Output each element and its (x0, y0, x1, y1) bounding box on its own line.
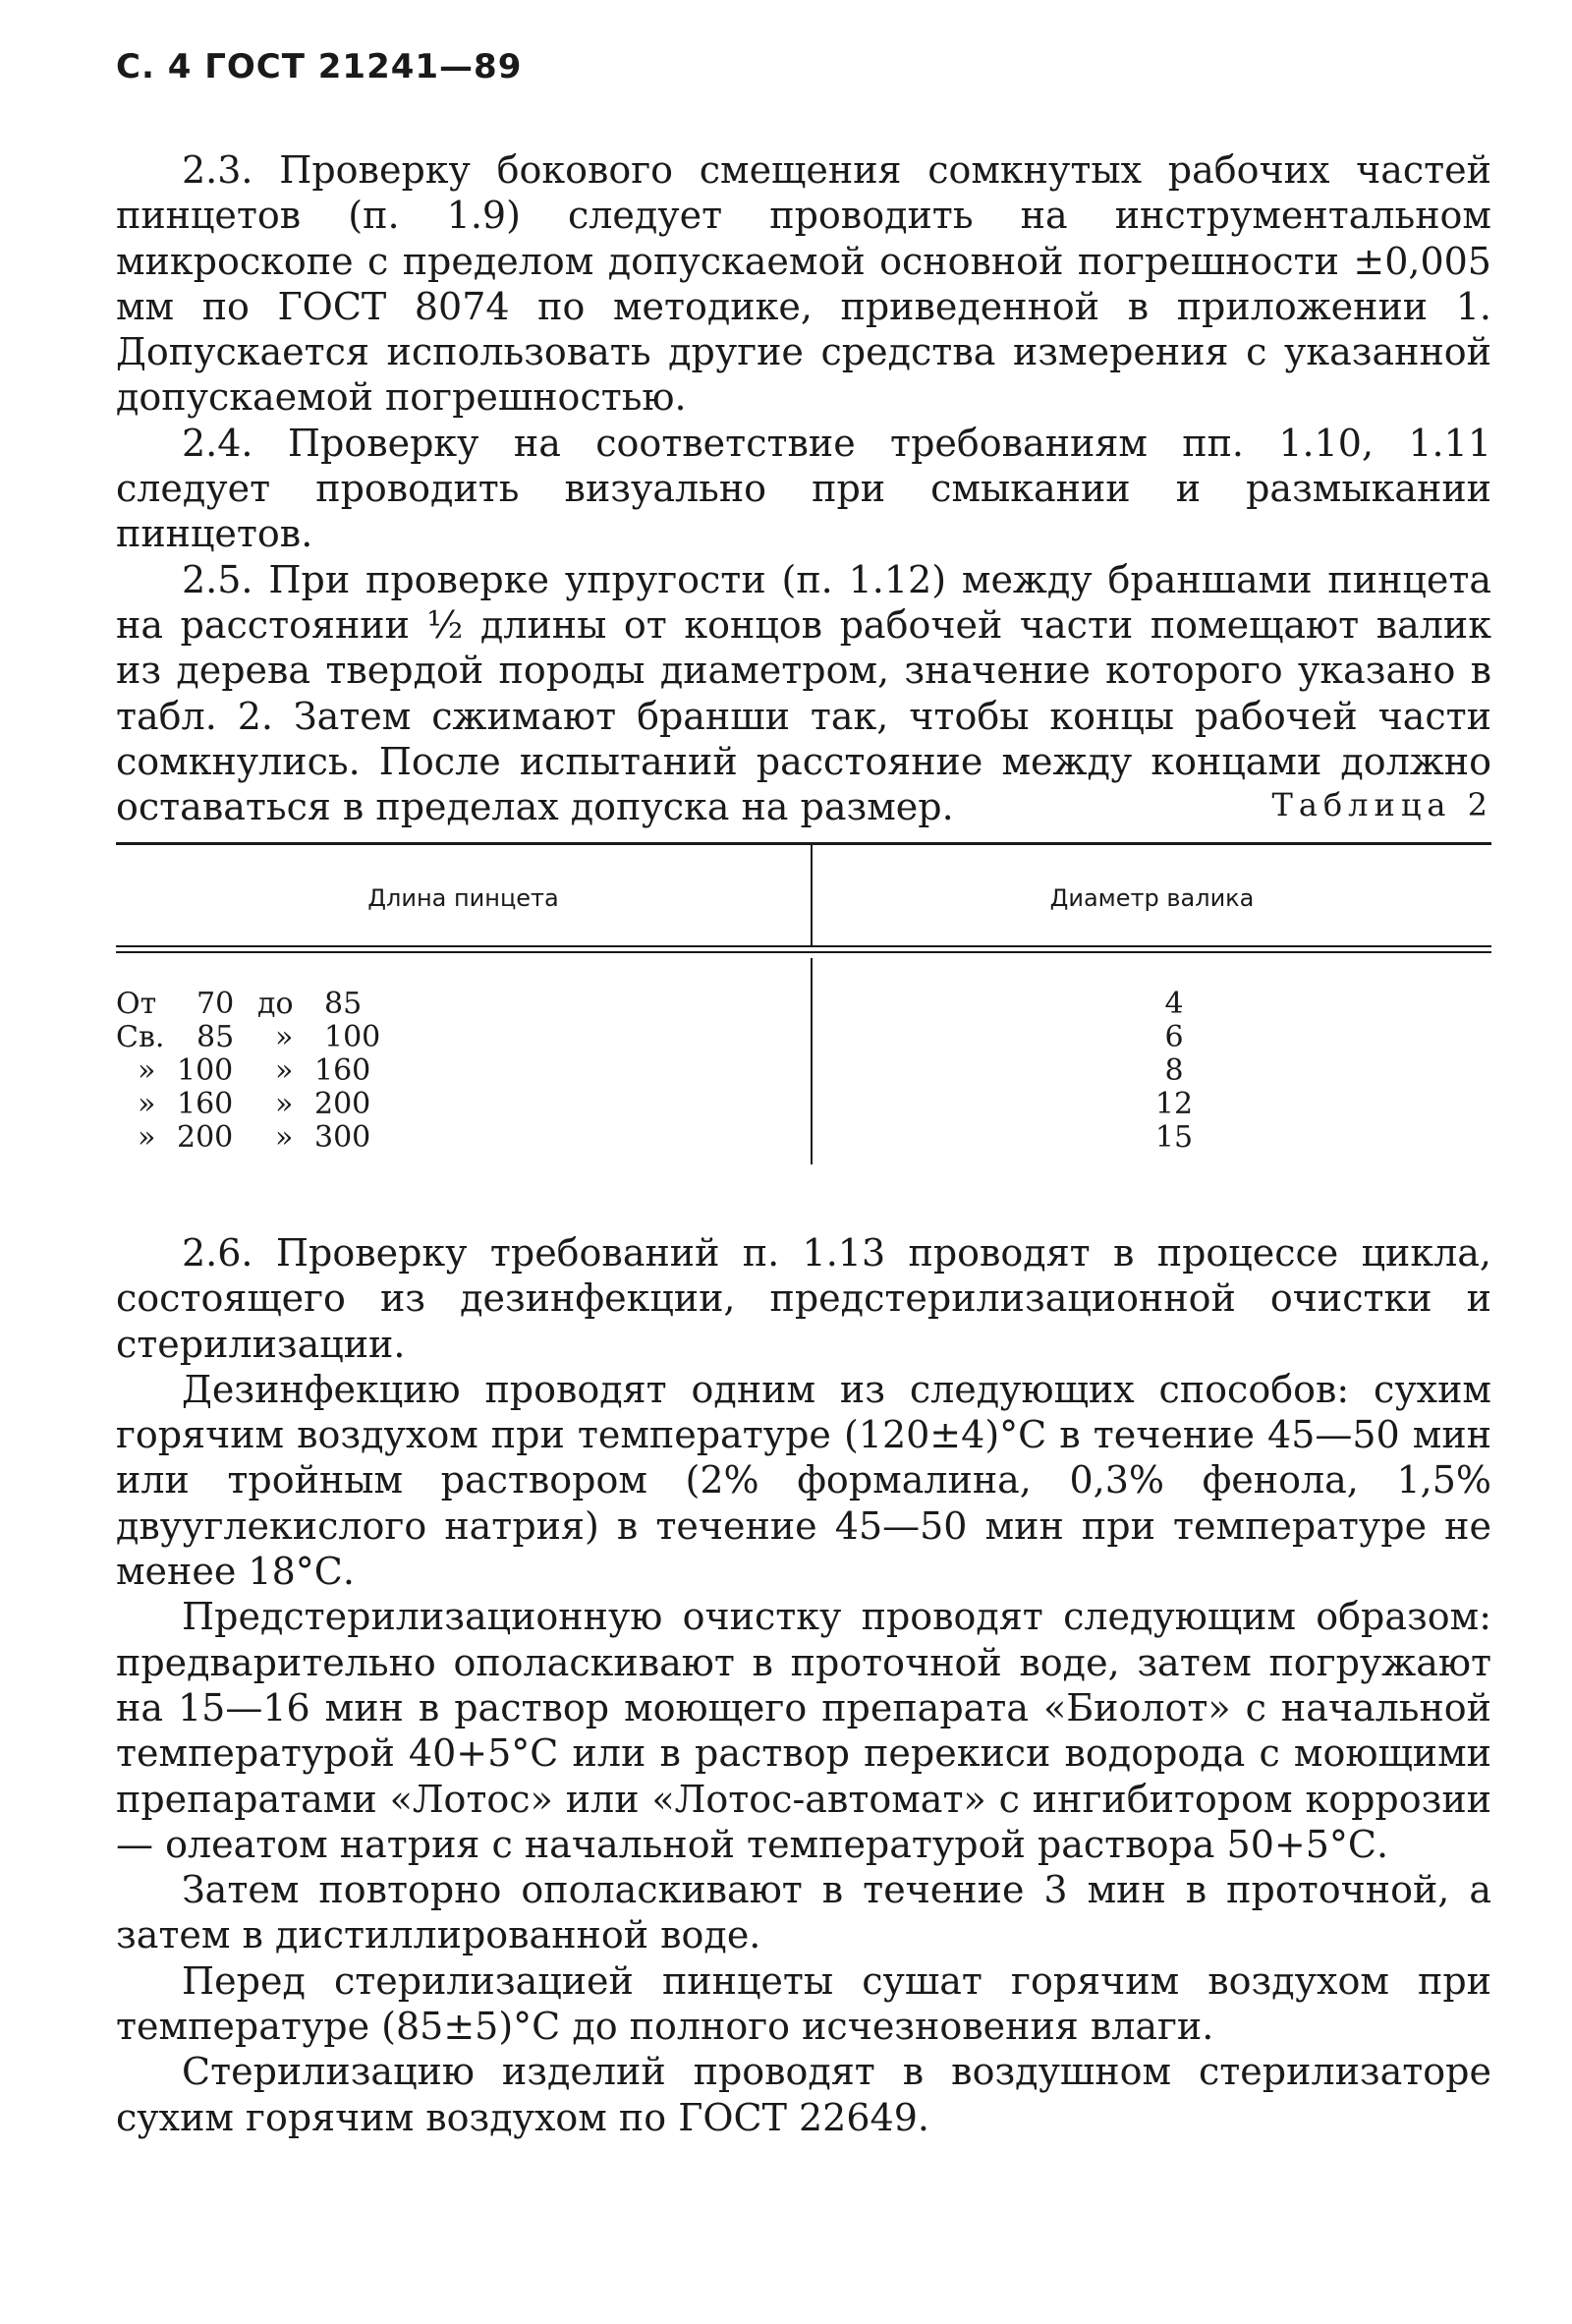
row-from: 85 (196, 1020, 235, 1054)
row-diameter: 15 (1154, 1120, 1194, 1155)
row-diameter: 8 (1164, 1053, 1184, 1088)
row-prefix: » (138, 1053, 156, 1088)
row-prefix: » (138, 1120, 156, 1155)
table-header-diameter: Диаметр валика (1049, 884, 1255, 912)
row-sep: » (275, 1053, 294, 1088)
row-to: 200 (314, 1087, 371, 1121)
row-to: 160 (314, 1053, 371, 1088)
paragraph-2-6: 2.6. Проверку требований п. 1.13 проводят в процессе цикла, состоящего из дезинфекции, предстерилизационной очистки и стерилизации. (116, 1231, 1491, 1366)
row-from: 160 (177, 1087, 234, 1121)
paragraph-2-4: 2.4. Проверку на соответствие требованиям пп. 1.10, 1.11 следует проводить визуально при смыкании и размыкании пинцетов. (116, 421, 1491, 556)
text-block-bottom (116, 1230, 1491, 2140)
paragraph-disinfection: Дезинфекцию проводят одним из следующих способов: сухим горячим воздухом при температуре (120±4)°С в течение 45—50 мин или тройным раствором (2% формалина, 0,3% фенола, 1,5% двууглекислого натрия) в течение 45—50 мин при температуре не менее 18°С. (116, 1367, 1491, 1594)
row-to: 300 (314, 1120, 371, 1155)
table-top-rule (116, 842, 1491, 845)
row-sep: » (275, 1020, 294, 1054)
table-header-rule-1 (116, 945, 1491, 947)
page-header: С. 4 ГОСТ 21241—89 (116, 47, 523, 86)
paragraph-2-5: 2.5. При проверке упругости (п. 1.12) между браншами пинцета на расстоянии ½ длины от концов рабочей части помещают валик из дерева твердой породы диаметром, значение которого указано в табл. 2. Затем сжимают бранши так, чтобы концы рабочей части сомкнулись. После испытаний расстояние между концами должно оставаться в пределах допуска на размер. (116, 557, 1491, 829)
paragraph-drying: Перед стерилизацией пинцеты сушат горячим воздухом при температуре (85±5)°С до полного исчезновения влаги. (116, 1958, 1491, 2049)
paragraph-rinse: Затем повторно ополаскивают в течение 3 мин в проточной, а затем в дистиллированной воде. (116, 1868, 1491, 1957)
row-diameter: 4 (1164, 987, 1184, 1021)
row-prefix: От (116, 987, 157, 1021)
row-from: 200 (177, 1120, 234, 1155)
table-header-length: Длина пинцета (367, 884, 559, 912)
row-to: 85 (324, 987, 363, 1021)
row-from: 100 (177, 1053, 234, 1088)
text-block-top (116, 147, 1491, 829)
paragraph-sterilization: Стерилизацию изделий проводят в воздушном стерилизаторе сухим горячим воздухом по ГОСТ 22649. (116, 2050, 1491, 2139)
row-to: 100 (324, 1020, 381, 1054)
row-from: 70 (196, 987, 235, 1021)
row-sep: » (275, 1120, 294, 1155)
table-body-divider (811, 958, 813, 1164)
row-sep: » (275, 1087, 294, 1121)
row-prefix: » (138, 1087, 156, 1121)
table-caption: Таблица 2 (1271, 786, 1493, 823)
row-sep: до (257, 987, 294, 1021)
row-diameter: 6 (1164, 1020, 1184, 1054)
paragraph-presterilization: Предстерилизационную очистку проводят следующим образом: предварительно ополаскивают в проточной воде, затем погружают на 15—16 мин в раствор моющего препарата «Биолот» с начальной температурой 40+5°С или в раствор перекиси водорода с моющими препаратами «Лотос» или «Лотос-автомат» с ингибитором коррозии — олеатом натрия с начальной температурой раствора 50+5°С. (116, 1595, 1491, 1866)
table-header-rule-2 (116, 951, 1491, 953)
row-diameter: 12 (1154, 1087, 1194, 1121)
row-prefix: Св. (116, 1020, 165, 1054)
paragraph-2-3: 2.3. Проверку бокового смещения сомкнутых рабочих частей пинцетов (п. 1.9) следует проводить на инструментальном микроскопе с пределом допускаемой основной погрешности ±0,005 мм по ГОСТ 8074 по методике, приведенной в приложении 1. Допускается использовать другие средства измерения с указанной допускаемой погрешностью. (116, 148, 1491, 420)
